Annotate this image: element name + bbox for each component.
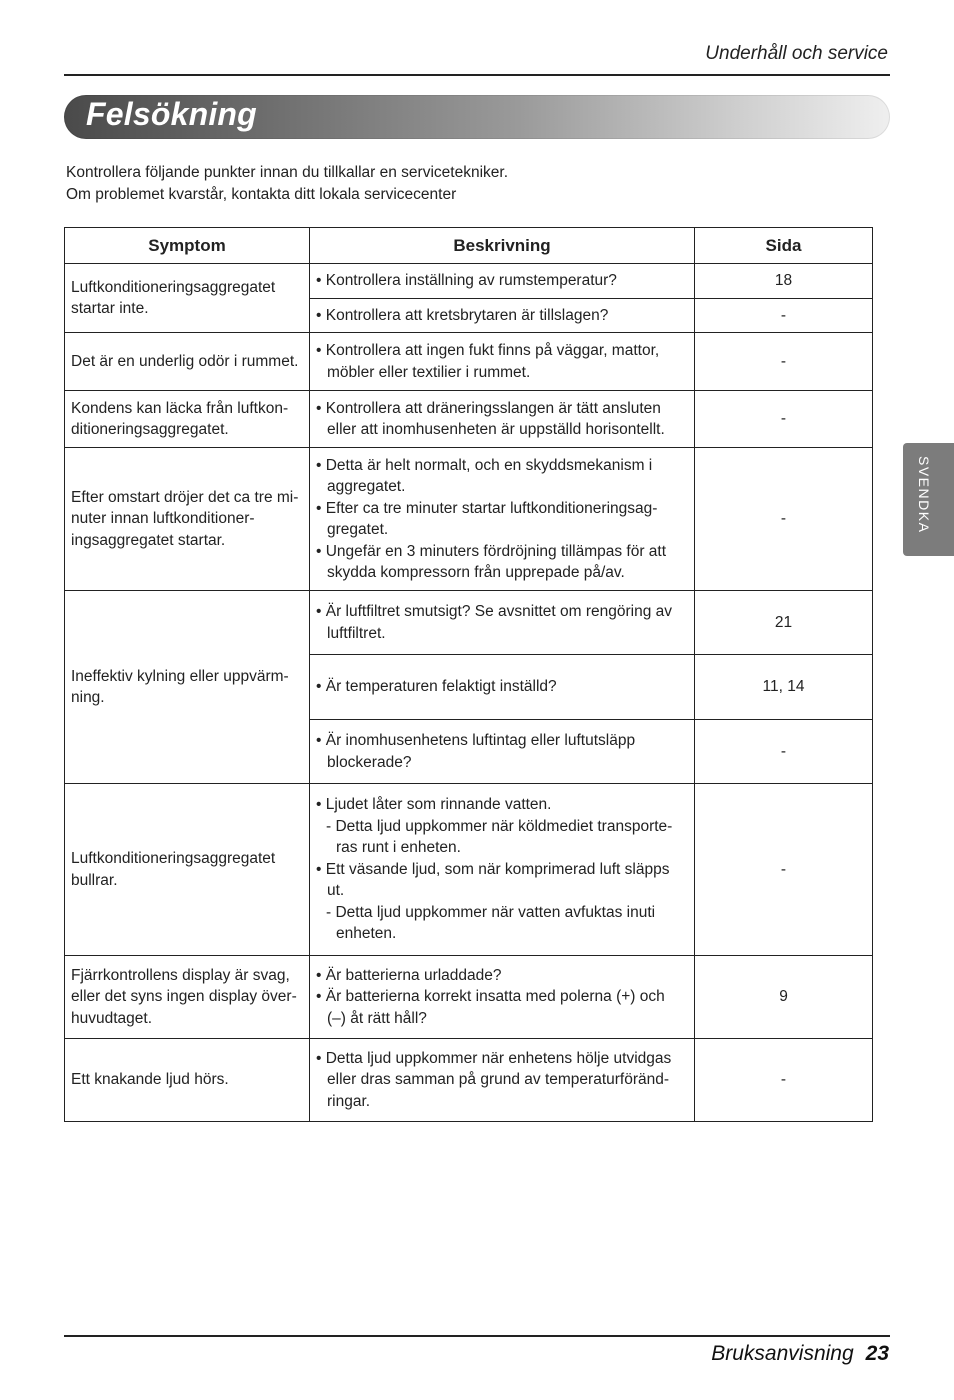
language-tab-label: SVENDKA <box>916 456 932 534</box>
description-cell <box>310 956 695 1039</box>
footer <box>711 1342 889 1366</box>
symptom-line: startar inte. <box>71 300 149 317</box>
table-row <box>65 448 873 591</box>
description-line: • Efter ca tre minuter startar luftkonditioneringsag- <box>316 499 658 517</box>
symptom-line: Efter omstart dröjer det ca tre mi- <box>71 488 299 506</box>
description-line: • Kontrollera att ingen fukt finns på väggar, mattor, <box>316 342 660 359</box>
header-divider <box>64 74 890 76</box>
table-row <box>65 333 873 391</box>
description-line: • Är temperaturen felaktigt inställd? <box>316 678 557 696</box>
description-cell <box>310 448 695 591</box>
symptom-cell <box>65 264 310 333</box>
description-line: luftfiltret. <box>327 624 386 642</box>
description-line: • Kontrollera att dräneringsslangen är tätt ansluten <box>316 399 661 417</box>
table-row <box>65 391 873 448</box>
description-cell <box>310 591 695 655</box>
header-section-title: Underhåll och service <box>705 43 888 64</box>
page-cell: - <box>695 391 873 448</box>
symptom-line: nuter innan luftkonditioner- <box>71 510 255 528</box>
description-cell <box>310 264 695 299</box>
description-line: enheten. <box>336 925 397 943</box>
page-cell: 18 <box>695 264 873 299</box>
page-cell: 11, 14 <box>695 655 873 720</box>
symptom-line: ditioneringsaggregatet. <box>71 421 229 438</box>
table-row <box>65 784 873 956</box>
page-cell: - <box>695 784 873 956</box>
symptom-cell <box>65 1039 310 1122</box>
language-tab <box>903 443 954 556</box>
page-cell: - <box>695 720 873 784</box>
description-line: blockerade? <box>327 753 412 771</box>
table-row <box>65 1039 873 1122</box>
description-cell <box>310 720 695 784</box>
description-line: - Detta ljud uppkommer när vatten avfuktas inuti <box>326 903 656 921</box>
symptom-cell <box>65 333 310 391</box>
table-row <box>65 591 873 655</box>
description-line: ras runt i enheten. <box>336 839 461 857</box>
symptom-cell <box>65 784 310 956</box>
description-line: ringar. <box>327 1092 371 1110</box>
intro-text <box>66 162 508 206</box>
description-cell <box>310 784 695 956</box>
description-line: gregatet. <box>327 521 389 538</box>
description-line: skydda kompressorn från upprepade på/av. <box>327 564 625 581</box>
description-line: • Detta ljud uppkommer när enhetens hölje utvidgas <box>316 1049 672 1067</box>
header-page: Sida <box>695 228 873 264</box>
symptom-cell <box>65 448 310 591</box>
symptom-line: ingsaggregatet startar. <box>71 531 226 549</box>
symptom-line: Luftkonditioneringsaggregatet <box>71 850 276 867</box>
page-number: 23 <box>865 1342 889 1365</box>
symptom-line: Luftkonditioneringsaggregatet <box>71 278 276 296</box>
description-line: eller att inomhusenheten är uppställd horisontellt. <box>327 421 665 438</box>
symptom-line: ning. <box>71 689 105 706</box>
header-description: Beskrivning <box>310 228 695 264</box>
description-line: • Är luftfiltret smutsigt? Se avsnittet om rengöring av <box>316 603 673 620</box>
page-title: Felsökning <box>86 96 257 132</box>
description-line: • Ungefär en 3 minuters fördröjning tillämpas för att <box>316 542 667 560</box>
description-line: • Kontrollera att kretsbrytaren är tillslagen? <box>316 306 609 324</box>
symptom-cell <box>65 956 310 1039</box>
intro-line: Kontrollera följande punkter innan du tillkallar en servicetekniker. <box>66 164 508 181</box>
description-line: eller dras samman på grund av temperaturföränd- <box>327 1071 670 1089</box>
page-cell: - <box>695 333 873 391</box>
symptom-line: Kondens kan läcka från luftkon- <box>71 399 289 417</box>
symptom-line: Det är en underlig odör i rummet. <box>71 352 299 370</box>
description-line: • Kontrollera inställning av rumstemperatur? <box>316 272 617 289</box>
description-line: • Är batterierna korrekt insatta med polerna (+) och <box>316 988 665 1006</box>
table-row <box>65 264 873 299</box>
page-cell: - <box>695 1039 873 1122</box>
symptom-line: Ett knakande ljud hörs. <box>71 1071 229 1089</box>
description-line: • Ljudet låter som rinnande vatten. <box>316 796 552 814</box>
page-cell: 21 <box>695 591 873 655</box>
table-row <box>65 956 873 1039</box>
description-line: aggregatet. <box>327 478 406 495</box>
symptom-cell <box>65 591 310 784</box>
troubleshooting-table <box>64 227 873 1122</box>
symptom-cell <box>65 391 310 448</box>
description-cell <box>310 655 695 720</box>
header-symptom: Symptom <box>65 228 310 264</box>
description-cell <box>310 1039 695 1122</box>
description-line: - Detta ljud uppkommer när köldmediet transporte- <box>326 817 673 835</box>
intro-line: Om problemet kvarstår, kontakta ditt lokala servicecenter <box>66 186 457 203</box>
page-cell: - <box>695 448 873 591</box>
page-cell: 9 <box>695 956 873 1039</box>
symptom-line: Ineffektiv kylning eller uppvärm- <box>71 667 289 685</box>
description-cell <box>310 391 695 448</box>
description-line: • Detta är helt normalt, och en skyddsmekanism i <box>316 456 653 474</box>
description-cell <box>310 298 695 333</box>
symptom-line: huvudtaget. <box>71 1009 153 1027</box>
description-line: • Är batterierna urladdade? <box>316 966 502 984</box>
description-line: • Ett väsande ljud, som när komprimerad luft släpps <box>316 860 670 878</box>
symptom-line: bullrar. <box>71 871 118 889</box>
symptom-line: eller det syns ingen display över- <box>71 988 297 1006</box>
description-line: möbler eller textilier i rummet. <box>327 363 531 381</box>
footer-label: Bruksanvisning <box>711 1342 854 1365</box>
description-cell <box>310 333 695 391</box>
footer-divider <box>64 1335 890 1337</box>
description-line: • Är inomhusenhetens luftintag eller luftutsläpp <box>316 732 636 749</box>
table-header-row <box>65 228 873 264</box>
description-line: ut. <box>327 882 345 900</box>
description-line: (–) åt rätt håll? <box>327 1009 427 1027</box>
symptom-line: Fjärrkontrollens display är svag, <box>71 966 290 984</box>
page-title-bar <box>64 95 890 139</box>
page-cell: - <box>695 298 873 333</box>
